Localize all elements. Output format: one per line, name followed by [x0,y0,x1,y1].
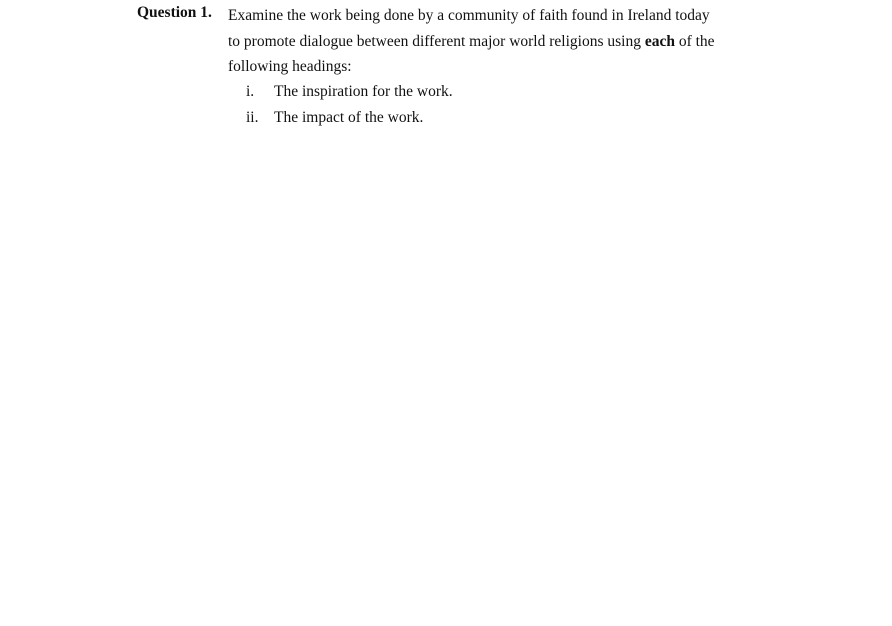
question-line-1 [228,3,715,29]
question-line-2-text-b: of the [674,32,715,50]
question-line-3 [228,54,715,80]
list-item [246,79,453,105]
list-item-text: The impact of the work. [274,108,424,126]
list-item [246,105,453,131]
question-line-2 [228,29,715,55]
question-text [228,3,715,80]
list-item-number: i. [246,83,255,100]
question-line-3-text: following headings: [228,58,352,75]
question-line-2-emphasis: each [644,32,675,50]
question-line-2-text-a: to promote dialogue between different major world religions using [228,32,645,50]
list-item-number: ii. [246,108,259,126]
question-line-1-text: Examine the work being done by a community of faith found in Ireland today [228,7,710,24]
question-label: Question 1. [137,4,212,21]
list-item-text: The inspiration for the work. [274,83,453,100]
heading-list [246,79,453,130]
